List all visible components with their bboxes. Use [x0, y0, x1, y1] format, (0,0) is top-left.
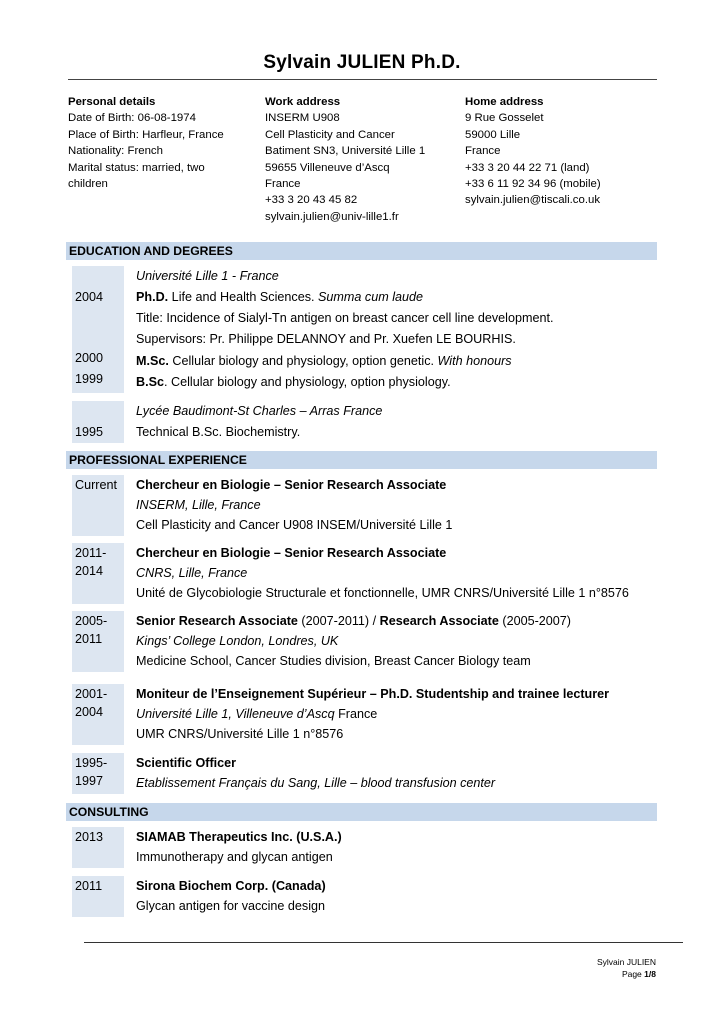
personal-line: children — [68, 178, 108, 191]
education-heading: EDUCATION AND DEGREES — [69, 244, 233, 258]
personal-line: Marital status: married, two — [68, 161, 205, 174]
home-address-block — [465, 94, 601, 209]
experience-section-header — [66, 451, 657, 469]
msc-text: Cellular biology and physiology, option genetic. — [168, 354, 438, 368]
msc-honor: With honours — [437, 354, 512, 368]
consulting-year: 2013 — [75, 830, 104, 844]
exp-place: INSERM, Lille, France — [136, 498, 261, 512]
home-line: France — [465, 145, 501, 158]
personal-details-block — [68, 94, 224, 192]
work-line: 59655 Villeneuve d’Ascq — [265, 161, 390, 174]
exp-year: 1995- — [75, 756, 108, 770]
phd-text: Life and Health Sciences. — [168, 290, 319, 304]
exp-desc: Medicine School, Cancer Studies division, Breast Cancer Biology team — [136, 654, 531, 668]
university-name: Université Lille 1 - France — [136, 269, 279, 283]
bsc-label: B.Sc — [136, 375, 164, 389]
exp-title-associate: Research Associate — [379, 614, 499, 628]
personal-line: Place of Birth: Harfleur, France — [68, 128, 224, 141]
home-line: 59000 Lille — [465, 128, 521, 141]
exp-year: 2004 — [75, 705, 104, 719]
footer-divider — [84, 942, 683, 943]
work-email-link[interactable]: sylvain.julien@univ-lille1.fr — [265, 210, 399, 223]
exp-place-country: France — [334, 707, 378, 721]
work-line: Cell Plasticity and Cancer — [265, 128, 395, 141]
edu-year: 1995 — [75, 425, 104, 439]
consulting-year: 2011 — [75, 879, 103, 893]
home-phone: +33 3 20 44 22 71 (land) — [465, 161, 590, 174]
edu-year: 2000 — [75, 351, 104, 365]
exp-title-dates: (2007-2011) / — [297, 614, 380, 628]
home-line: 9 Rue Gosselet — [465, 112, 544, 125]
exp-desc: UMR CNRS/Université Lille 1 n°8576 — [136, 727, 344, 741]
exp-title-dates: (2005-2007) — [498, 614, 571, 628]
home-phone: +33 6 11 92 34 96 (mobile) — [465, 178, 601, 191]
work-phone: +33 3 20 43 45 82 — [265, 194, 358, 207]
consulting-company: Sirona Biochem Corp. (Canada) — [136, 879, 326, 893]
exp-place-line — [136, 704, 377, 724]
consulting-heading: CONSULTING — [69, 805, 149, 819]
exp-place: Kings’ College London, Londres, UK — [136, 634, 339, 648]
technical-degree: Technical B.Sc. Biochemistry. — [136, 425, 301, 439]
consulting-company: SIAMAB Therapeutics Inc. (U.S.A.) — [136, 830, 342, 844]
cv-title: Sylvain JULIEN Ph.D. — [263, 52, 461, 73]
exp-place: Université Lille 1, Villeneuve d’Ascq — [136, 707, 335, 721]
bsc-text: . Cellular biology and physiology, option physiology. — [164, 375, 451, 389]
phd-label: Ph.D. — [136, 290, 169, 304]
bsc-line — [136, 372, 451, 392]
personal-line: Nationality: French — [68, 145, 163, 158]
page-number: 1 — [644, 969, 649, 979]
personal-line: Date of Birth: 06-08-1974 — [68, 112, 196, 125]
work-line: Batiment SN3, Université Lille 1 — [265, 145, 426, 158]
work-line: INSERM U908 — [265, 112, 340, 125]
exp-title: Moniteur de l’Enseignement Supérieur – Ph.D. Studentship and trainee lecturer — [136, 687, 610, 701]
msc-line — [136, 351, 512, 371]
msc-label: M.Sc. — [136, 354, 169, 368]
experience-heading: PROFESSIONAL EXPERIENCE — [69, 453, 247, 467]
exp-year: 2005- — [75, 614, 108, 628]
personal-details-heading: Personal details — [68, 96, 156, 108]
page-total: 8 — [651, 969, 656, 979]
consulting-desc: Immunotherapy and glycan antigen — [136, 850, 333, 864]
footer-page — [622, 968, 656, 980]
supervisors: Supervisors: Pr. Philippe DELANNOY and Pr. Xuefen LE BOURHIS. — [136, 332, 516, 346]
exp-desc: Cell Plasticity and Cancer U908 INSEM/Université Lille 1 — [136, 518, 453, 532]
exp-year: 2014 — [75, 564, 104, 578]
exp-year: Current — [75, 478, 117, 492]
lycee-name: Lycée Baudimont-St Charles – Arras France — [136, 404, 383, 418]
exp-title-senior: Senior Research Associate — [136, 614, 298, 628]
phd-honor: Summa cum laude — [318, 290, 424, 304]
page-separator: / — [648, 969, 652, 979]
exp-title: Scientific Officer — [136, 756, 237, 770]
page-prefix: Page — [621, 969, 645, 979]
thesis-title: Title: Incidence of Sialyl-Tn antigen on breast cancer cell line development. — [136, 311, 554, 325]
work-line: France — [265, 178, 301, 191]
exp-year: 2011 — [75, 632, 103, 646]
footer-name: Sylvain JULIEN — [596, 957, 656, 967]
exp-year: 2001- — [75, 687, 108, 701]
home-address-heading: Home address — [465, 96, 544, 108]
exp-year: 2011- — [75, 546, 107, 560]
consulting-desc: Glycan antigen for vaccine design — [136, 899, 326, 913]
consulting-section-header — [66, 803, 657, 821]
work-address-heading: Work address — [265, 96, 341, 108]
exp-year: 1997 — [75, 774, 104, 788]
edu-year: 2004 — [75, 290, 104, 304]
exp-title: Chercheur en Biologie – Senior Research Associate — [136, 478, 447, 492]
education-section-header — [66, 242, 657, 260]
edu-year: 1999 — [75, 372, 104, 386]
exp-place: CNRS, Lille, France — [136, 566, 248, 580]
work-address-block — [265, 94, 425, 225]
exp-desc: Unité de Glycobiologie Structurale et fonctionnelle, UMR CNRS/Université Lille 1 n°8576 — [136, 586, 629, 600]
title-divider — [68, 79, 657, 80]
home-email-link[interactable]: sylvain.julien@tiscali.co.uk — [465, 194, 601, 207]
phd-line — [136, 287, 423, 307]
exp-title — [136, 611, 571, 631]
exp-title: Chercheur en Biologie – Senior Research Associate — [136, 546, 447, 560]
exp-place: Etablissement Français du Sang, Lille – blood transfusion center — [136, 776, 496, 790]
